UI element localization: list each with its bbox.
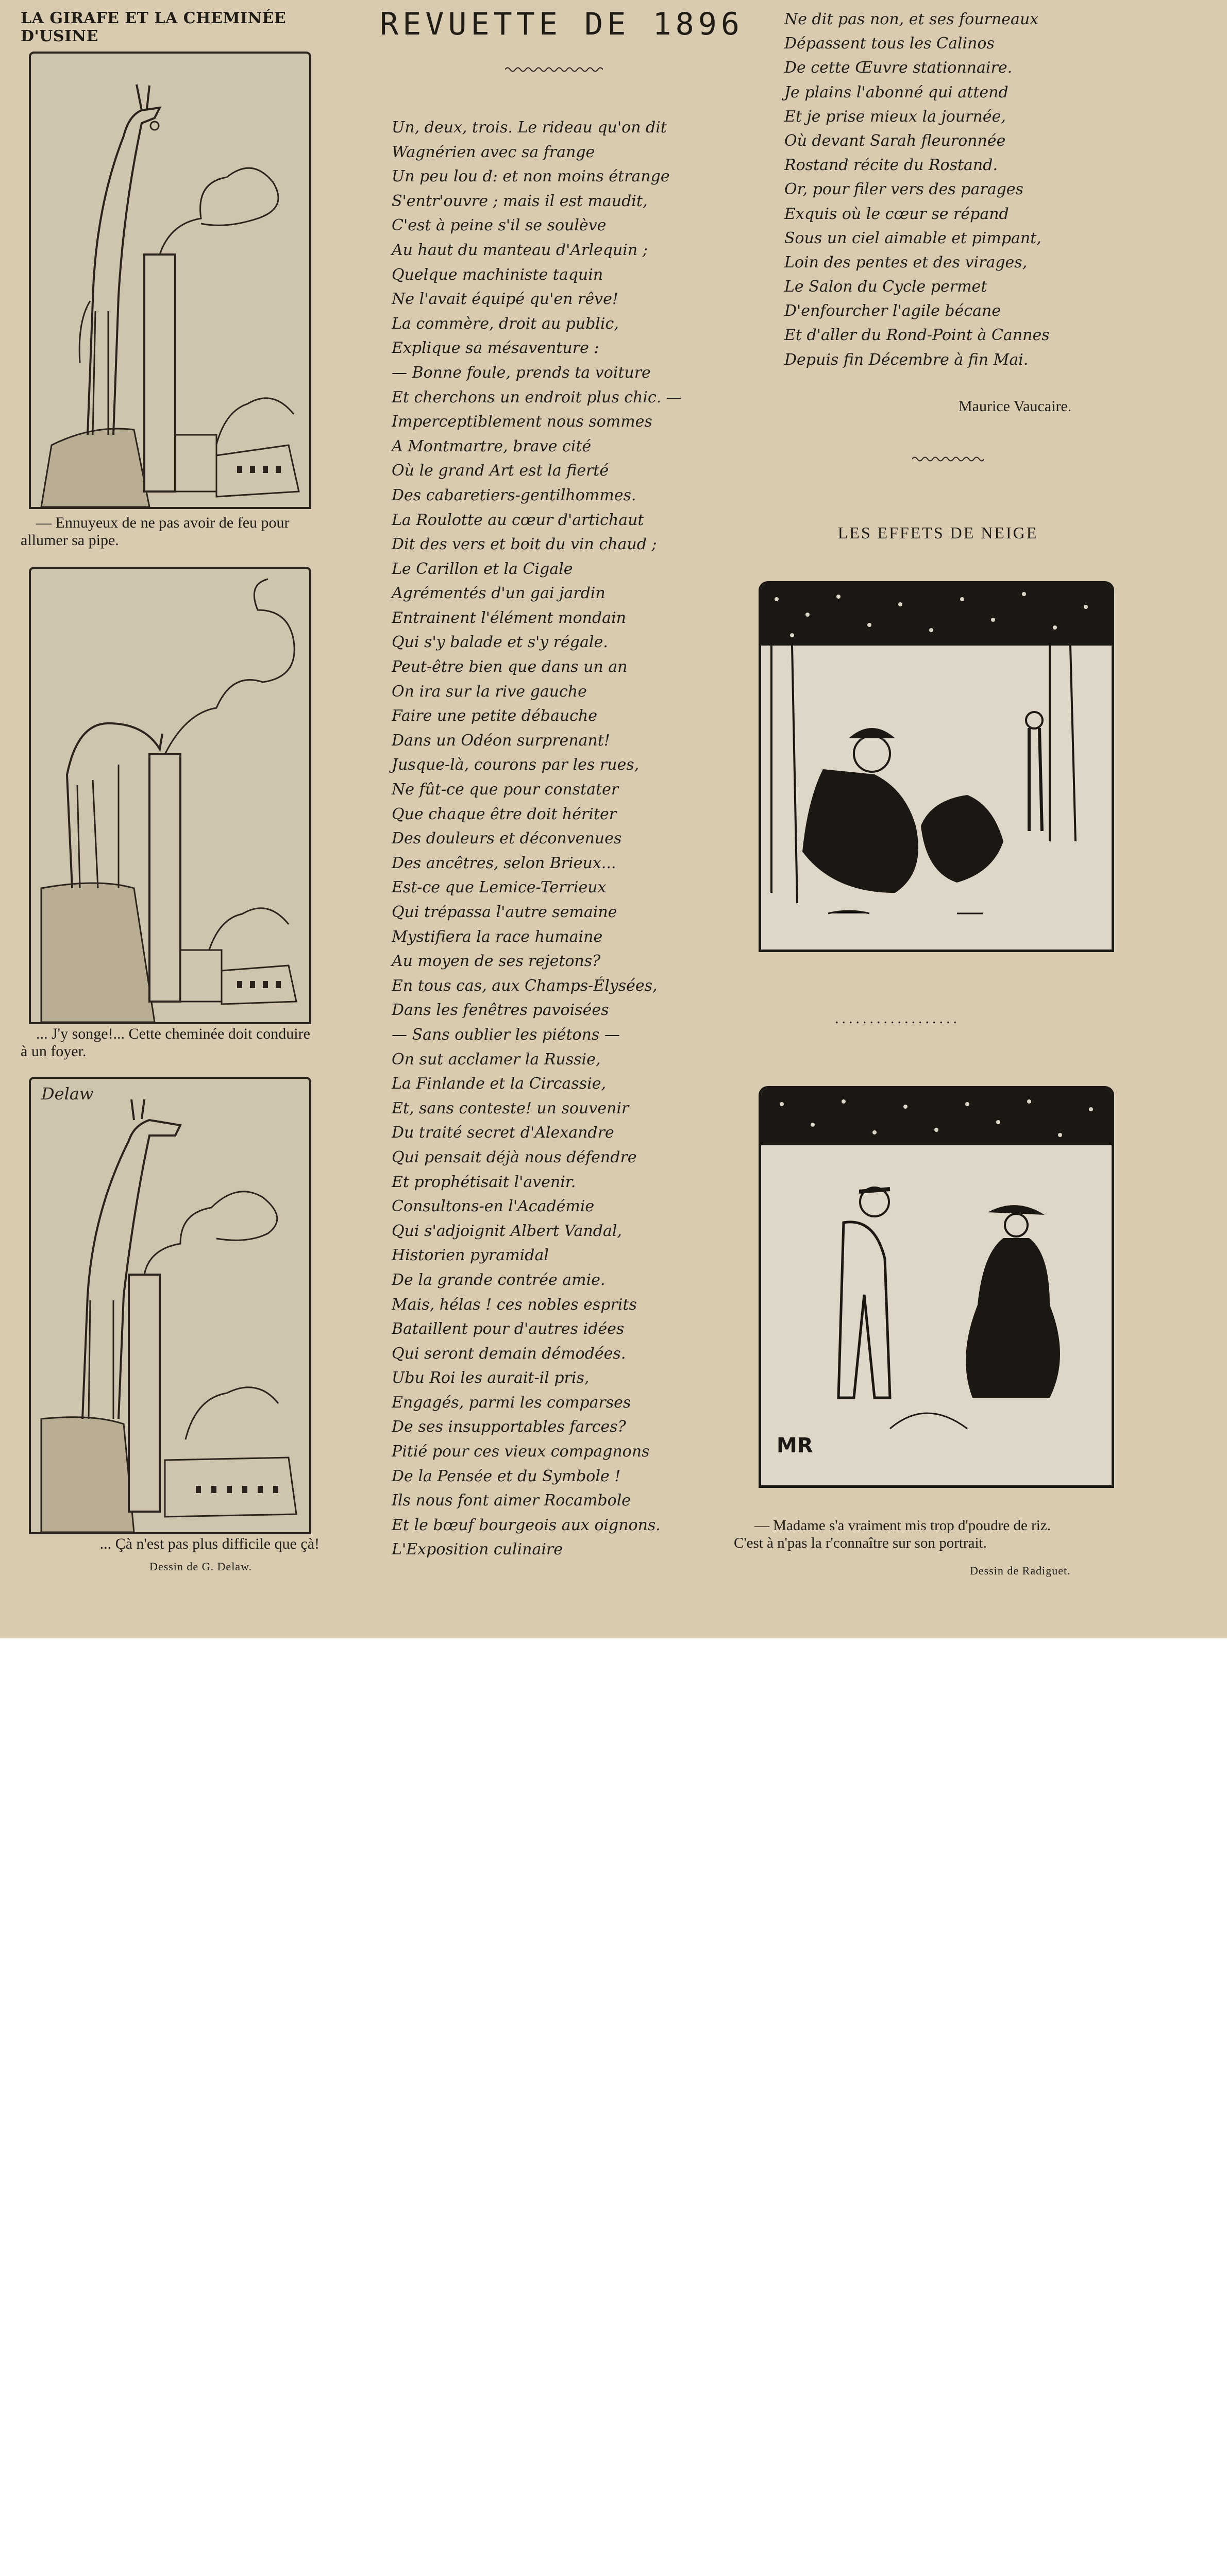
snow-scene-illustration-2	[761, 1089, 1112, 1485]
poem-line: Des ancêtres, selon Brieux...	[392, 854, 616, 872]
poem-line: Imperceptiblement nous sommes	[392, 413, 652, 431]
poem-line: Sous un ciel aimable et pimpant,	[784, 229, 1041, 247]
poem-line: Peut-être bien que dans un an	[392, 658, 628, 676]
poem-line: Bataillent pour d'autres idées	[392, 1320, 625, 1338]
giraffe-chimney-illustration-2	[31, 569, 309, 1022]
poem-line: Des douleurs et déconvenues	[392, 829, 622, 848]
poem-line: Or, pour filer vers des parages	[784, 180, 1023, 199]
poem-line: Explique sa mésaventure :	[392, 339, 599, 358]
poem-line: Et je prise mieux la journée,	[784, 107, 1006, 126]
section-ornament	[912, 455, 984, 463]
poem-line: Consultons-en l'Académie	[392, 1197, 595, 1216]
right-illustration-credit: Dessin de Radiguet.	[970, 1564, 1071, 1577]
poem-line: La commère, droit au public,	[392, 314, 619, 333]
poem-line: Loin des pentes et des virages,	[784, 253, 1028, 272]
poem-line: On ira sur la rive gauche	[392, 682, 587, 701]
poem-line: Et prophétisait l'avenir.	[392, 1173, 576, 1191]
poem-line: Au haut du manteau d'Arlequin ;	[392, 241, 648, 259]
poem-line: L'Exposition culinaire	[392, 1540, 563, 1559]
poem-line: Pitié pour ces vieux compagnons	[392, 1443, 650, 1461]
poem-line: — Bonne foule, prends ta voiture	[392, 363, 651, 382]
digitization-footer	[0, 1638, 1227, 1748]
poem-line: De la grande contrée amie.	[392, 1270, 606, 1289]
poem-line: Jusque-là, courons par les rues,	[392, 756, 640, 774]
poem-line: Dépassent tous les Calinos	[784, 35, 995, 53]
giraffe-panel-3	[29, 1077, 311, 1534]
poem-line: Et, sans conteste! un souvenir	[392, 1099, 629, 1117]
left-illustration-credit: Dessin de G. Delaw.	[149, 1560, 253, 1573]
poem-line: S'entr'ouvre ; mais il est maudit,	[392, 192, 648, 210]
giraffe-caption-2: ... J'y songe!... Cette cheminée doit conduire à un foyer.	[21, 1025, 310, 1060]
poem-line: A Montmartre, brave cité	[392, 437, 592, 455]
poem-line: Qui trépassa l'autre semaine	[392, 903, 617, 921]
poem-line: C'est à peine s'il se soulève	[392, 216, 607, 235]
poem-right-column	[784, 7, 1114, 372]
poem-line: — Sans oublier les piétons —	[392, 1025, 620, 1044]
poem-line: Quelque machiniste taquin	[392, 265, 603, 284]
poem-line: Qui seront demain démodées.	[392, 1344, 626, 1363]
poem-line: Agrémentés d'un gai jardin	[392, 584, 606, 603]
poem-line: Ne fût-ce que pour constater	[392, 781, 619, 799]
poem-line: Ubu Roi les aurait-il pris,	[392, 1369, 590, 1387]
poem-line: La Finlande et la Circassie,	[392, 1075, 606, 1093]
poem-line: De cette Œuvre stationnaire.	[784, 59, 1013, 77]
separator-dots: ..................	[835, 1010, 960, 1027]
poem-line: On sut acclamer la Russie,	[392, 1050, 601, 1069]
poem-line: Historien pyramidal	[392, 1246, 549, 1265]
poem-line: Ils nous font aimer Rocambole	[392, 1492, 631, 1510]
mr-monogram: MR	[777, 1434, 813, 1458]
poem-line: Et le bœuf bourgeois aux oignons.	[392, 1516, 661, 1534]
poem-line: D'enfourcher l'agile bécane	[784, 302, 1001, 320]
poem-line: Le Carillon et la Cigale	[392, 560, 573, 578]
poem-line: Un peu lou d: et non moins étrange	[392, 167, 670, 186]
poem-title: REVUETTE DE 1896	[380, 6, 744, 42]
poem-line: Dans les fenêtres pavoisées	[392, 1001, 609, 1020]
poem-line: Qui s'y balade et s'y régale.	[392, 633, 608, 652]
poem-line: Des cabaretiers-gentilhommes.	[392, 486, 636, 504]
giraffe-chimney-illustration-3	[31, 1079, 309, 1532]
poem-author: Maurice Vaucaire.	[959, 398, 1072, 415]
poem-line: Où devant Sarah fleuronnée	[784, 131, 1006, 150]
title-ornament	[505, 66, 603, 73]
poem-line: Mais, hélas ! ces nobles esprits	[392, 1295, 637, 1314]
poem-line: Où le grand Art est la fierté	[392, 462, 609, 480]
giraffe-caption-1: — Ennuyeux de ne pas avoir de feu pour allumer sa pipe.	[21, 514, 290, 549]
poem-line: Est-ce que Lemice-Terrieux	[392, 878, 607, 897]
giraffe-chimney-illustration-1	[31, 54, 309, 507]
poem-line: Un, deux, trois. Le rideau qu'on dit	[392, 118, 667, 137]
poem-line: Au moyen de ses rejetons?	[392, 952, 601, 971]
poem-line: Entrainent l'élément mondain	[392, 608, 626, 627]
poem-line: Et cherchons un endroit plus chic. —	[392, 388, 682, 406]
poem-line: Et d'aller du Rond-Point à Cannes	[784, 326, 1050, 345]
giraffe-panel-1	[29, 52, 311, 509]
poem-line: Je plains l'abonné qui attend	[784, 83, 1009, 101]
poem-line: Rostand récite du Rostand.	[784, 156, 998, 175]
left-column-title: LA GIRAFE ET LA CHEMINÉE D'USINE	[21, 9, 287, 45]
snow-panel-1	[759, 581, 1114, 952]
poem-line: Exquis où le cœur se répand	[784, 205, 1009, 223]
giraffe-panel-2	[29, 567, 311, 1024]
poem-line: Qui pensait déjà nous défendre	[392, 1148, 637, 1166]
snow-effects-heading: LES EFFETS DE NEIGE	[837, 523, 1038, 542]
poem-center-column	[392, 115, 721, 1562]
poem-line: Que chaque être doit hériter	[392, 805, 617, 823]
poem-line: De la Pensée et du Symbole !	[392, 1467, 621, 1485]
poem-line: Qui s'adjoignit Albert Vandal,	[392, 1222, 622, 1240]
snow-panel-2	[759, 1086, 1114, 1488]
poem-line: Faire une petite débauche	[392, 707, 598, 725]
snow-scene-illustration-1	[761, 584, 1112, 950]
poem-line: Ne dit pas non, et ses fourneaux	[784, 10, 1039, 28]
snow-caption-line-2: C'est à n'pas la r'connaître sur son portrait.	[734, 1535, 987, 1551]
poem-line: Le Salon du Cycle permet	[784, 278, 987, 296]
giraffe-caption-3: ... Çà n'est pas plus difficile que çà!	[99, 1535, 320, 1552]
poem-line: Engagés, parmi les comparses	[392, 1393, 631, 1412]
poem-line: La Roulotte au cœur d'artichaut	[392, 511, 644, 529]
poem-line: De ses insupportables farces?	[392, 1418, 626, 1436]
poem-line: Ne l'avait équipé qu'en rêve!	[392, 290, 618, 309]
poem-line: En tous cas, aux Champs-Élysées,	[392, 976, 658, 995]
poem-line: Du traité secret d'Alexandre	[392, 1124, 614, 1142]
delaw-signature: Delaw	[41, 1084, 94, 1104]
snow-caption-line-1: — Madame s'a vraiment mis trop d'poudre de riz.	[754, 1517, 1051, 1534]
poem-line: Mystifiera la race humaine	[392, 927, 603, 946]
poem-line: Dans un Odéon surprenant!	[392, 731, 610, 750]
poem-line: Wagnérien avec sa frange	[392, 143, 595, 161]
poem-line: Dit des vers et boit du vin chaud ;	[392, 535, 657, 554]
poem-line: Depuis fin Décembre à fin Mai.	[784, 350, 1029, 369]
